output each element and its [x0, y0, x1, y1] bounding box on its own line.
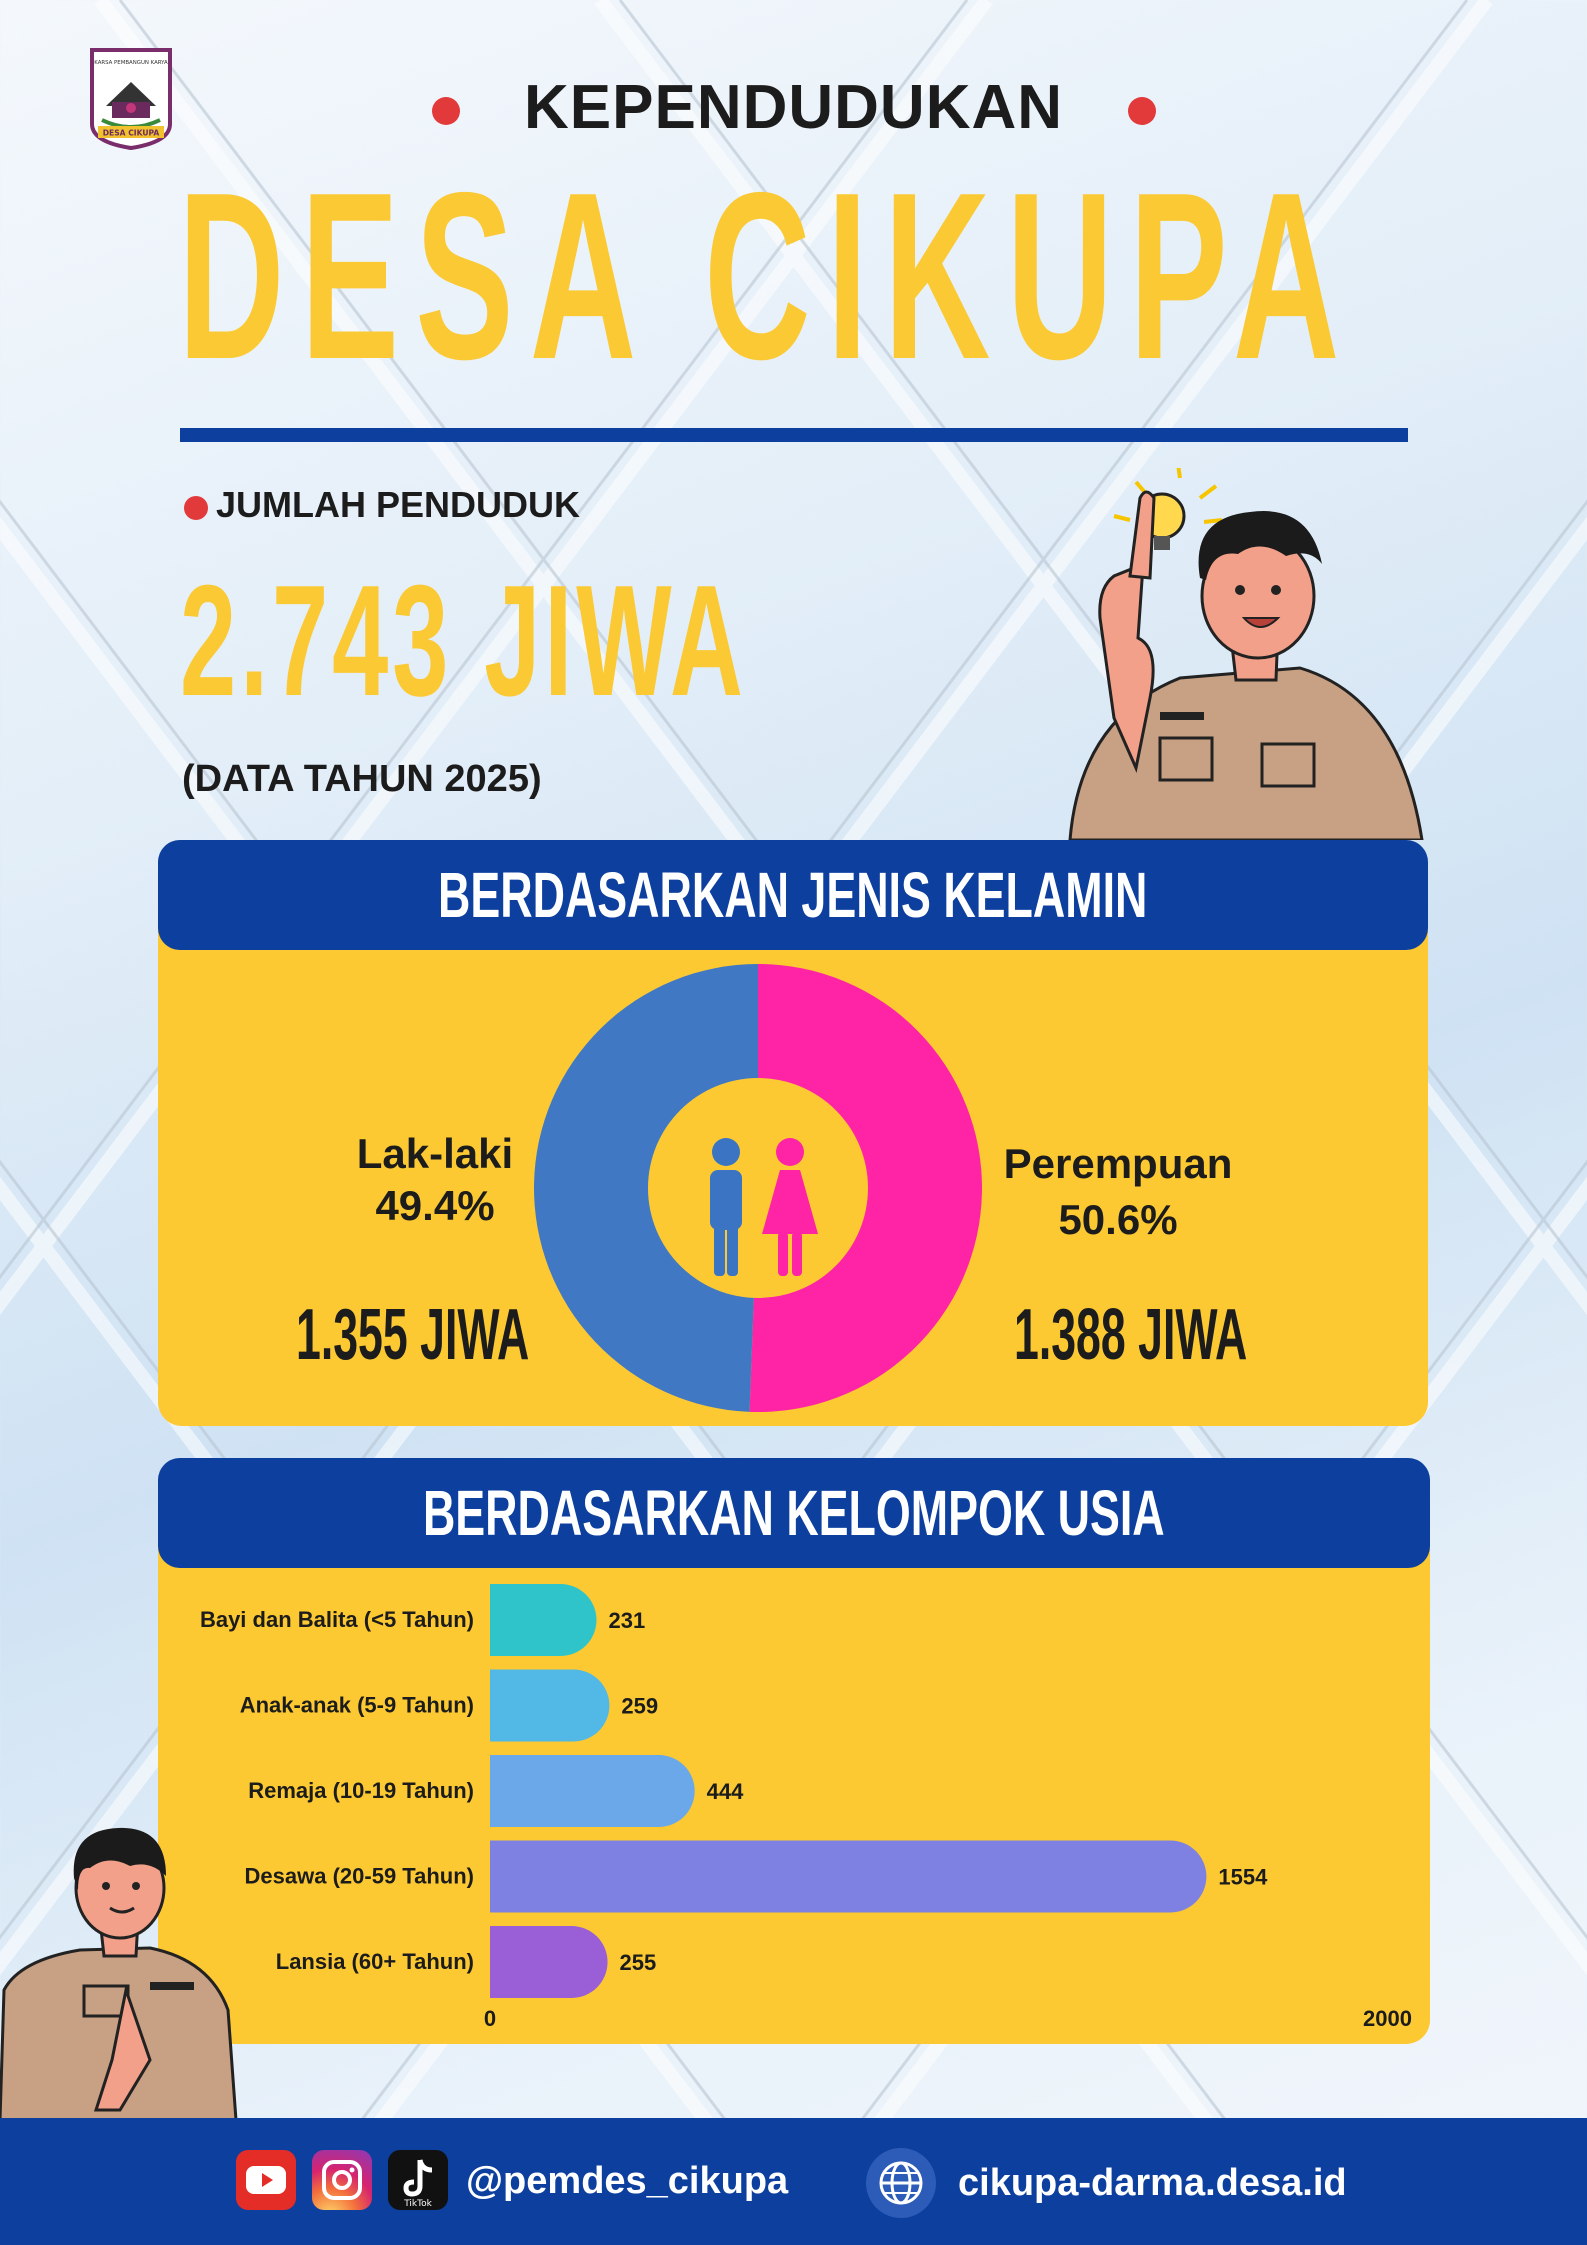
- decorative-dot: [1128, 97, 1156, 125]
- gender-section-heading: [158, 840, 1428, 950]
- main-title: [178, 144, 1587, 409]
- age-value-label: 255: [619, 1950, 657, 1975]
- official-pointing-illustration: [1040, 468, 1440, 840]
- age-value-label: 1554: [1218, 1864, 1268, 1890]
- globe-icon: [866, 2148, 936, 2218]
- instagram-icon[interactable]: [312, 2150, 372, 2210]
- youtube-icon[interactable]: [236, 2150, 296, 2210]
- bullet-dot: [184, 496, 208, 520]
- age-value-label: 444: [706, 1779, 744, 1804]
- population-label: JUMLAH PENDUDUK: [216, 484, 581, 525]
- gender-heading-text: BERDASARKAN JENIS KELAMIN: [438, 859, 1148, 931]
- male-count: [296, 1294, 672, 1376]
- age-category-label: Lansia (60+ Tahun): [275, 1949, 474, 1974]
- age-value-label: 231: [608, 1608, 646, 1633]
- male-percent: 49.4%: [375, 1182, 495, 1229]
- age-bar-chart: [158, 1568, 1430, 2044]
- female-count: [1014, 1294, 1390, 1376]
- male-count-text: 1.355 JIWA: [296, 1295, 530, 1375]
- male-label: Lak-laki: [356, 1130, 514, 1177]
- age-bar: [490, 1926, 608, 1998]
- logo-top-text: KARSA PEMBANGUN KARYA: [94, 60, 168, 66]
- tiktok-icon[interactable]: [388, 2150, 448, 2210]
- female-percent: 50.6%: [1058, 1196, 1178, 1243]
- social-handle[interactable]: @pemdes_cikupa: [466, 2160, 789, 2202]
- population-value-text: 2.743 JIWA: [180, 553, 747, 729]
- age-value-label: 259: [621, 1693, 659, 1719]
- x-tick-label: 2000: [1363, 2006, 1412, 2031]
- age-heading-text: BERDASARKAN KELOMPOK USIA: [423, 1477, 1165, 1549]
- population-value: [180, 553, 1066, 729]
- website-link[interactable]: cikupa-darma.desa.id: [958, 2162, 1347, 2204]
- female-label: Perempuan: [1003, 1140, 1233, 1187]
- donut-hole: [648, 1078, 868, 1298]
- age-bar: [490, 1584, 596, 1656]
- logo-bottom-text: DESA CIKUPA: [102, 128, 160, 138]
- age-bar: [490, 1841, 1206, 1913]
- tiktok-label: TikTok: [404, 2199, 432, 2209]
- population-year-note: (DATA TAHUN 2025): [182, 758, 542, 800]
- age-category-label: Anak-anak (5-9 Tahun): [239, 1692, 474, 1718]
- main-title-text: DESA CIKUPA: [178, 144, 1356, 409]
- age-category-label: Bayi dan Balita (<5 Tahun): [199, 1607, 474, 1632]
- official-greeting-illustration: [0, 1810, 240, 2120]
- x-tick-label: 0: [483, 2006, 497, 2031]
- female-count-text: 1.388 JIWA: [1014, 1295, 1248, 1375]
- age-bar: [490, 1755, 695, 1827]
- header-title: KEPENDUDUKAN: [523, 73, 1064, 142]
- age-category-label: Remaja (10-19 Tahun): [248, 1778, 474, 1803]
- age-bar: [490, 1670, 609, 1742]
- title-underline: [180, 428, 1408, 442]
- age-category-label: Desawa (20-59 Tahun): [244, 1863, 474, 1889]
- age-section-heading: [158, 1458, 1430, 1568]
